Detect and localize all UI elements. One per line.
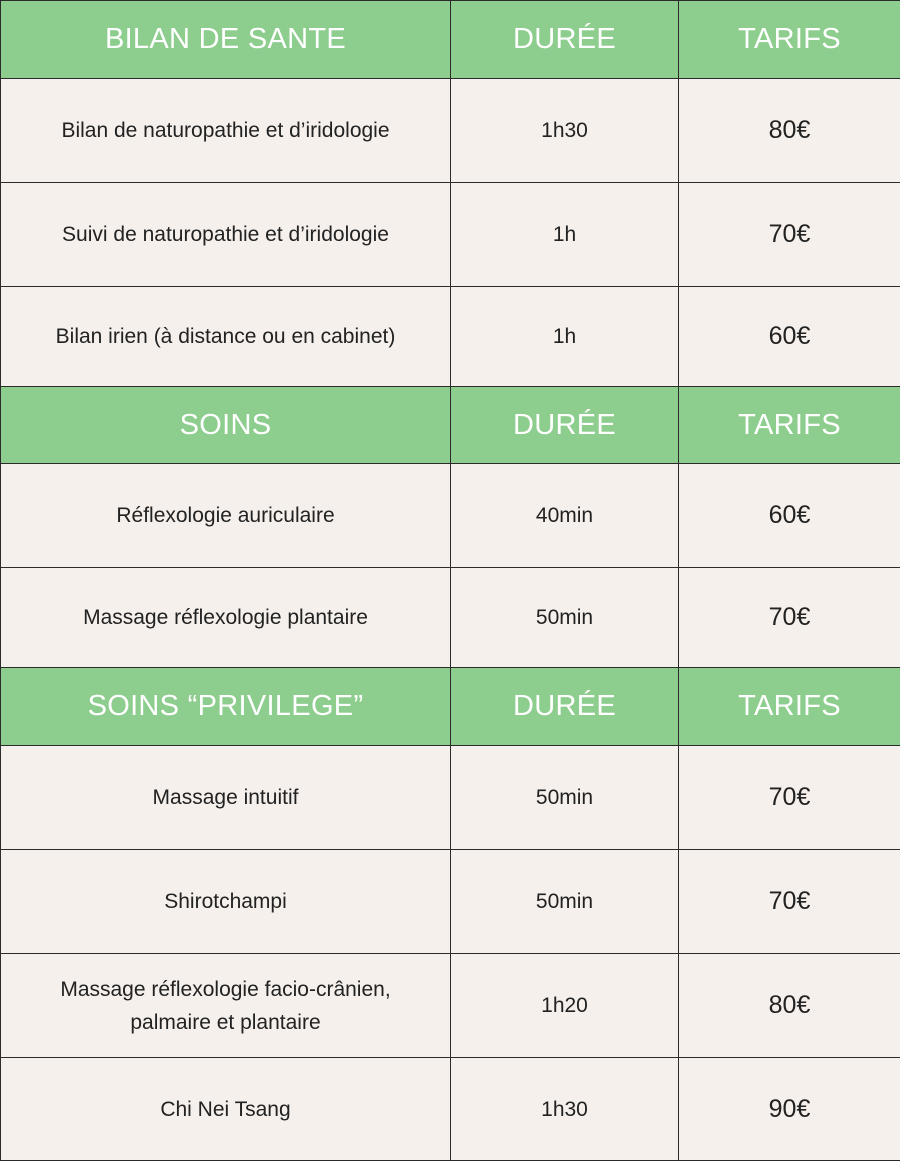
table-row xyxy=(1,79,900,183)
service-price: 80€ xyxy=(679,79,900,183)
service-duration: 50min xyxy=(451,746,679,850)
table-row xyxy=(1,746,900,850)
service-duration: 1h20 xyxy=(451,954,679,1058)
service-name: Bilan irien (à distance ou en cabinet) xyxy=(1,287,451,387)
service-name: Chi Nei Tsang xyxy=(1,1058,451,1161)
service-price: 70€ xyxy=(679,746,900,850)
section-title: BILAN DE SANTE xyxy=(1,1,451,79)
table-row xyxy=(1,850,900,954)
price-column-header: TARIFS xyxy=(679,387,900,464)
table-row xyxy=(1,568,900,668)
service-name: Suivi de naturopathie et d’iridologie xyxy=(1,183,451,287)
service-name xyxy=(1,954,451,1058)
service-price: 80€ xyxy=(679,954,900,1058)
duration-column-header: DURÉE xyxy=(451,387,679,464)
service-name: Massage intuitif xyxy=(1,746,451,850)
service-duration: 1h xyxy=(451,183,679,287)
service-price: 60€ xyxy=(679,287,900,387)
table-row xyxy=(1,183,900,287)
service-duration: 1h30 xyxy=(451,1058,679,1161)
service-name: Bilan de naturopathie et d’iridologie xyxy=(1,79,451,183)
service-name: Shirotchampi xyxy=(1,850,451,954)
service-price: 90€ xyxy=(679,1058,900,1161)
service-price: 70€ xyxy=(679,183,900,287)
section-title: SOINS “PRIVILEGE” xyxy=(1,668,451,746)
section-header-privilege xyxy=(1,668,900,746)
section-header-bilan xyxy=(1,1,900,79)
section-title: SOINS xyxy=(1,387,451,464)
service-name: Massage réflexologie plantaire xyxy=(1,568,451,668)
duration-column-header: DURÉE xyxy=(451,668,679,746)
duration-column-header: DURÉE xyxy=(451,1,679,79)
table-row xyxy=(1,1058,900,1161)
service-name-line: Massage réflexologie facio-crânien, xyxy=(13,973,438,1006)
table-row xyxy=(1,954,900,1058)
service-price: 70€ xyxy=(679,568,900,668)
price-column-header: TARIFS xyxy=(679,1,900,79)
table-row xyxy=(1,287,900,387)
service-duration: 1h xyxy=(451,287,679,387)
table-row xyxy=(1,464,900,568)
service-duration: 1h30 xyxy=(451,79,679,183)
section-header-soins xyxy=(1,387,900,464)
service-name-line: palmaire et plantaire xyxy=(13,1006,438,1039)
service-duration: 50min xyxy=(451,850,679,954)
service-price: 60€ xyxy=(679,464,900,568)
service-duration: 50min xyxy=(451,568,679,668)
service-name: Réflexologie auriculaire xyxy=(1,464,451,568)
price-column-header: TARIFS xyxy=(679,668,900,746)
service-price: 70€ xyxy=(679,850,900,954)
service-duration: 40min xyxy=(451,464,679,568)
